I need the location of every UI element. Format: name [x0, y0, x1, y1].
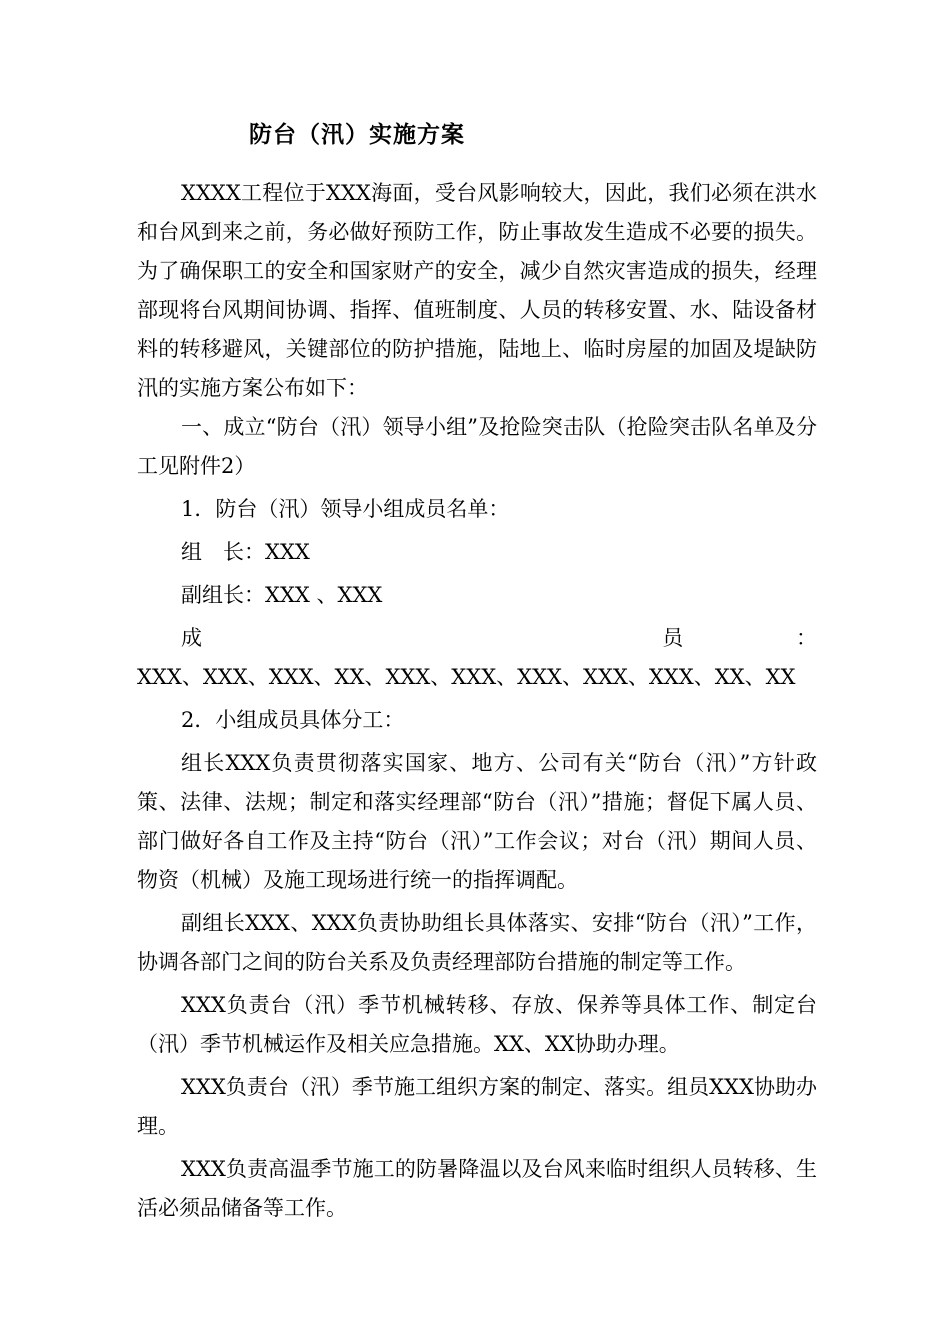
duty-paragraph-machinery: XXX负责台（汛）季节机械转移、存放、保养等具体工作、制定台（汛）季节机械运作及相关应急措施。XX、XX协助办理。 [137, 993, 817, 1056]
section-heading-team: 一、成立“防台（汛）领导小组”及抢险突击队（抢险突击队名单及分工见附件2） [137, 415, 817, 478]
members-list: XXX、XXX、XXX、XX、XXX、XXX、XXX、XXX、XXX、XX、XX [137, 665, 796, 689]
document-body [137, 174, 817, 1228]
subheading-member-list: 1．防台（汛）领导小组成员名单： [181, 497, 510, 521]
subheading-duties: 2．小组成员具体分工： [181, 708, 405, 732]
team-leader-line: 组 长：XXX [181, 540, 310, 564]
duty-paragraph-logistics: XXX负责高温季节施工的防暑降温以及台风来临时组织人员转移、生活必须品储备等工作。 [137, 1157, 817, 1220]
document-title: 防台（汛）实施方案 [249, 121, 465, 148]
duty-paragraph-deputy: 副组长XXX、XXX负责协助组长具体落实、安排“防台（汛）”工作，协调各部门之间的防台关系及负责经理部防台措施的制定等工作。 [137, 911, 817, 974]
members-label-line: 成 员 ： [181, 626, 817, 650]
duty-paragraph-construction: XXX负责台（汛）季节施工组织方案的制定、落实。组员XXX协助办理。 [137, 1075, 817, 1138]
duty-paragraph-leader: 组长XXX负责贯彻落实国家、地方、公司有关“防台（汛）”方针政策、法律、法规；制定和落实经理部“防台（汛）”措施；督促下属人员、部门做好各自工作及主持“防台（汛）”工作会议；对台（汛）期间人员、物资（机械）及施工现场进行统一的指挥调配。 [137, 751, 817, 892]
intro-paragraph: XXXX工程位于XXX海面，受台风影响较大，因此，我们必须在洪水和台风到来之前，务必做好预防工作，防止事故发生造成不必要的损失。为了确保职工的安全和国家财产的安全，减少自然灾害造成的损失，经理部现将台风期间协调、指挥、值班制度、人员的转移安置、水、陆设备材料的转移避风，关键部位的防护措施，陆地上、临时房屋的加固及堤缺防汛的实施方案公布如下： [137, 181, 817, 400]
deputy-leader-line: 副组长：XXX 、XXX [181, 583, 383, 607]
